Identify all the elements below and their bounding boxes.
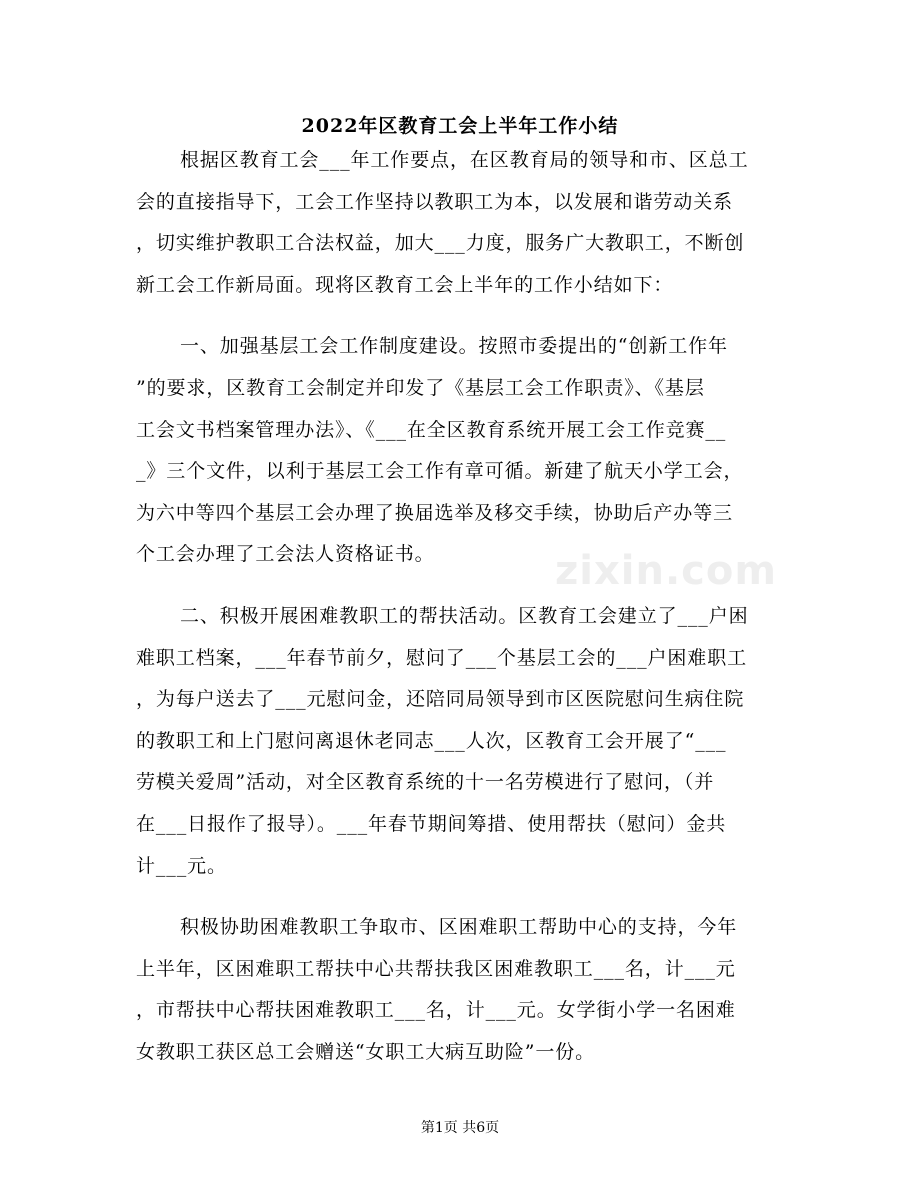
paragraph-spacer [136, 887, 784, 907]
text-line: 的教职工和上门慰问离退休老同志___人次，区教育工会开展了“___ [136, 729, 727, 752]
text-line: 女教职工获区总工会赠送“女职工大病互助险”一份。 [136, 1040, 596, 1063]
text-line: 计___元。 [136, 854, 227, 877]
paragraph-spacer [136, 306, 784, 326]
paragraph-section-one [136, 326, 784, 576]
text-line: 二、积极开展困难教职工的帮扶活动。区教育工会建立了___户困 [180, 604, 749, 627]
text-line: ，切实维护教职工合法权益，加大___力度，服务广大教职工，不断创 [136, 232, 745, 255]
text-line: 难职工档案，___年春节前夕，慰问了___个基层工会的___户困难职工 [136, 646, 748, 669]
paragraph-support [136, 907, 784, 1073]
text-line: 为六中等四个基层工会办理了换届选举及移交手续，协助后产办等三 [136, 501, 734, 524]
text-line: ”的要求，区教育工会制定并印发了《基层工会工作职责》、《基层 [136, 376, 705, 399]
paragraph-intro [136, 140, 784, 306]
text-line: 根据区教育工会___年工作要点，在区教育局的领导和市、区总工 [180, 149, 749, 171]
text-line: 积极协助困难教职工争取市、区困难职工帮助中心的支持，今年 [180, 916, 738, 939]
paragraph-spacer [136, 576, 784, 596]
paragraph-section-two [136, 596, 784, 887]
text-line: 工会文书档案管理办法》、《___在全区教育系统开展工会工作竞赛__ [136, 418, 727, 441]
document-body [136, 140, 784, 1073]
document-title: 2022年区教育工会上半年工作小结 [301, 115, 619, 137]
text-line: 在___日报作了报导）。___年春节期间筹措、使用帮扶（慰问）金共 [136, 812, 727, 835]
text-line: ，市帮扶中心帮扶困难教职工___名，计___元。女学街小学一名困难 [136, 999, 736, 1022]
text-line: 新工会工作新局面。现将区教育工会上半年的工作小结如下： [136, 273, 674, 296]
text-line: 会的直接指导下，工会工作坚持以教职工为本，以发展和谐劳动关系 [136, 190, 734, 213]
text-line: 个工会办理了工会法人资格证书。 [136, 543, 435, 566]
text-line: 劳模关爱周”活动，对全区教育系统的十一名劳模进行了慰问，（并 [136, 771, 715, 794]
text-line: 上半年，区困难职工帮扶中心共帮扶我区困难教职工___名，计___元 [136, 957, 736, 980]
text-line: 一、加强基层工会工作制度建设。按照市委提出的“创新工作年 [180, 335, 728, 358]
text-line: _》三个文件，以利于基层工会工作有章可循。新建了航天小学工会， [136, 460, 744, 483]
watermark: zixin.com [555, 548, 778, 594]
text-line: ，为每户送去了___元慰问金，还陪同局领导到市区医院慰问生病住院 [136, 688, 745, 711]
page-number-footer: 第1页 共6页 [420, 1120, 500, 1136]
